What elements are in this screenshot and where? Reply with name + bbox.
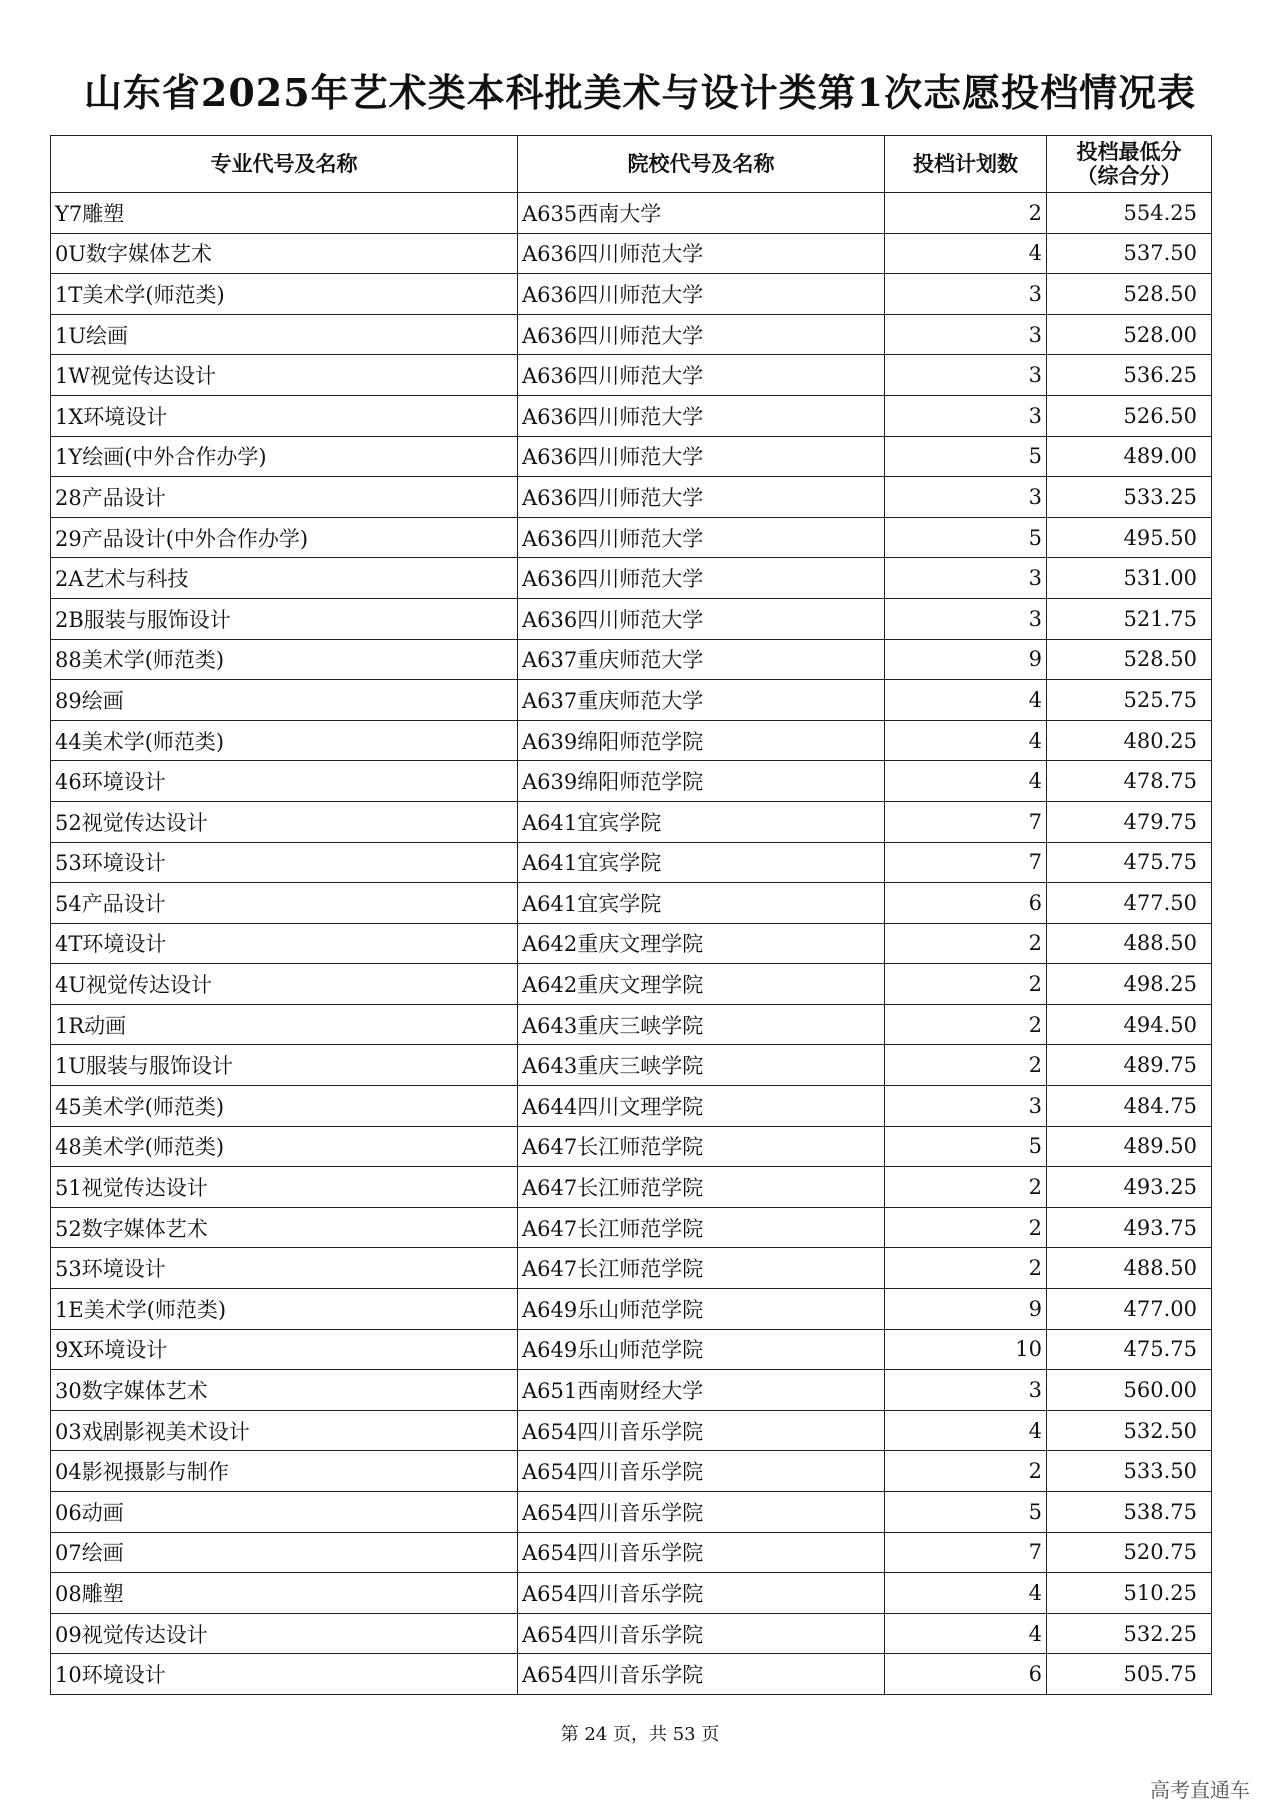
cell-score: 477.50 — [1047, 883, 1212, 924]
cell-plan: 3 — [885, 1086, 1047, 1127]
cell-score: 532.50 — [1047, 1410, 1212, 1451]
cell-school: A641宜宾学院 — [518, 842, 885, 883]
cell-score: 505.75 — [1047, 1654, 1212, 1695]
header-score-line2: （综合分） — [1076, 164, 1182, 188]
cell-plan: 6 — [885, 883, 1047, 924]
table-row — [51, 680, 1212, 721]
cell-school: A636四川师范大学 — [518, 395, 885, 436]
cell-plan: 3 — [885, 355, 1047, 396]
cell-school: A643重庆三峡学院 — [518, 1004, 885, 1045]
cell-score: 528.50 — [1047, 639, 1212, 680]
cell-plan: 4 — [885, 1573, 1047, 1614]
cell-score: 493.25 — [1047, 1167, 1212, 1208]
table-row — [51, 193, 1212, 234]
cell-score: 533.25 — [1047, 477, 1212, 518]
table-row — [51, 1410, 1212, 1451]
cell-score: 510.25 — [1047, 1573, 1212, 1614]
table-row — [51, 1573, 1212, 1614]
cell-major: 52视觉传达设计 — [51, 801, 518, 842]
table-row — [51, 923, 1212, 964]
page-title: 山东省2025年艺术类本科批美术与设计类第1次志愿投档情况表 — [83, 70, 1197, 115]
cell-major: 88美术学(师范类) — [51, 639, 518, 680]
table-row — [51, 761, 1212, 802]
header-major: 专业代号及名称 — [51, 136, 518, 193]
cell-score: 488.50 — [1047, 1248, 1212, 1289]
cell-score: 554.25 — [1047, 193, 1212, 234]
cell-score: 538.75 — [1047, 1492, 1212, 1533]
table-row — [51, 558, 1212, 599]
cell-plan: 3 — [885, 274, 1047, 315]
cell-school: A649乐山师范学院 — [518, 1329, 885, 1370]
cell-school: A641宜宾学院 — [518, 801, 885, 842]
cell-school: A636四川师范大学 — [518, 517, 885, 558]
table-row — [51, 1451, 1212, 1492]
cell-major: 07绘画 — [51, 1532, 518, 1573]
cell-school: A641宜宾学院 — [518, 883, 885, 924]
table-row — [51, 314, 1212, 355]
cell-score: 495.50 — [1047, 517, 1212, 558]
table-row — [51, 1370, 1212, 1411]
table-row — [51, 233, 1212, 274]
cell-score: 560.00 — [1047, 1370, 1212, 1411]
cell-score: 533.50 — [1047, 1451, 1212, 1492]
cell-plan: 5 — [885, 1126, 1047, 1167]
cell-score: 498.25 — [1047, 964, 1212, 1005]
cell-school: A647长江师范学院 — [518, 1126, 885, 1167]
cell-school: A639绵阳师范学院 — [518, 761, 885, 802]
header-plan: 投档计划数 — [885, 136, 1047, 193]
cell-major: 48美术学(师范类) — [51, 1126, 518, 1167]
cell-score: 537.50 — [1047, 233, 1212, 274]
cell-plan: 10 — [885, 1329, 1047, 1370]
cell-major: 10环境设计 — [51, 1654, 518, 1695]
cell-plan: 2 — [885, 1167, 1047, 1208]
cell-school: A654四川音乐学院 — [518, 1532, 885, 1573]
cell-score: 475.75 — [1047, 1329, 1212, 1370]
cell-school: A642重庆文理学院 — [518, 964, 885, 1005]
header-school: 院校代号及名称 — [518, 136, 885, 193]
cell-major: 89绘画 — [51, 680, 518, 721]
cell-score: 520.75 — [1047, 1532, 1212, 1573]
cell-major: 30数字媒体艺术 — [51, 1370, 518, 1411]
cell-major: 0U数字媒体艺术 — [51, 233, 518, 274]
cell-plan: 7 — [885, 842, 1047, 883]
table-row — [51, 1329, 1212, 1370]
cell-major: 53环境设计 — [51, 1248, 518, 1289]
cell-major: 1T美术学(师范类) — [51, 274, 518, 315]
cell-school: A647长江师范学院 — [518, 1167, 885, 1208]
cell-school: A649乐山师范学院 — [518, 1289, 885, 1330]
cell-major: 08雕塑 — [51, 1573, 518, 1614]
cell-plan: 3 — [885, 314, 1047, 355]
cell-score: 488.50 — [1047, 923, 1212, 964]
cell-plan: 2 — [885, 193, 1047, 234]
table-row — [51, 436, 1212, 477]
table-row — [51, 274, 1212, 315]
cell-score: 475.75 — [1047, 842, 1212, 883]
cell-major: 1W视觉传达设计 — [51, 355, 518, 396]
cell-school: A636四川师范大学 — [518, 598, 885, 639]
cell-plan: 5 — [885, 517, 1047, 558]
cell-major: 28产品设计 — [51, 477, 518, 518]
cell-plan: 7 — [885, 801, 1047, 842]
cell-plan: 9 — [885, 639, 1047, 680]
table-row — [51, 1248, 1212, 1289]
cell-school: A636四川师范大学 — [518, 233, 885, 274]
cell-school: A642重庆文理学院 — [518, 923, 885, 964]
cell-score: 489.00 — [1047, 436, 1212, 477]
cell-major: 09视觉传达设计 — [51, 1613, 518, 1654]
cell-plan: 7 — [885, 1532, 1047, 1573]
cell-score: 479.75 — [1047, 801, 1212, 842]
cell-major: 1E美术学(师范类) — [51, 1289, 518, 1330]
table-row — [51, 477, 1212, 518]
cell-score: 526.50 — [1047, 395, 1212, 436]
cell-school: A636四川师范大学 — [518, 314, 885, 355]
cell-major: 1R动画 — [51, 1004, 518, 1045]
table-row — [51, 1004, 1212, 1045]
cell-major: 03戏剧影视美术设计 — [51, 1410, 518, 1451]
cell-score: 493.75 — [1047, 1207, 1212, 1248]
cell-plan: 4 — [885, 233, 1047, 274]
cell-plan: 2 — [885, 1451, 1047, 1492]
table-row — [51, 801, 1212, 842]
cell-school: A636四川师范大学 — [518, 558, 885, 599]
cell-score: 531.00 — [1047, 558, 1212, 599]
header-score — [1047, 136, 1212, 193]
cell-major: 06动画 — [51, 1492, 518, 1533]
cell-major: 2A艺术与科技 — [51, 558, 518, 599]
cell-major: 1U服装与服饰设计 — [51, 1045, 518, 1086]
table-row — [51, 395, 1212, 436]
cell-plan: 3 — [885, 1370, 1047, 1411]
cell-major: Y7雕塑 — [51, 193, 518, 234]
cell-school: A636四川师范大学 — [518, 274, 885, 315]
cell-school: A636四川师范大学 — [518, 477, 885, 518]
cell-major: 9X环境设计 — [51, 1329, 518, 1370]
cell-plan: 2 — [885, 1045, 1047, 1086]
table-row — [51, 1086, 1212, 1127]
cell-school: A636四川师范大学 — [518, 355, 885, 396]
cell-score: 489.50 — [1047, 1126, 1212, 1167]
cell-plan: 3 — [885, 558, 1047, 599]
table-row — [51, 1289, 1212, 1330]
table-row — [51, 720, 1212, 761]
cell-plan: 5 — [885, 436, 1047, 477]
cell-school: A647长江师范学院 — [518, 1207, 885, 1248]
cell-major: 51视觉传达设计 — [51, 1167, 518, 1208]
cell-score: 528.50 — [1047, 274, 1212, 315]
cell-score: 494.50 — [1047, 1004, 1212, 1045]
table-row — [51, 1167, 1212, 1208]
table-row — [51, 1532, 1212, 1573]
cell-plan: 3 — [885, 477, 1047, 518]
cell-school: A643重庆三峡学院 — [518, 1045, 885, 1086]
cell-score: 489.75 — [1047, 1045, 1212, 1086]
cell-score: 477.00 — [1047, 1289, 1212, 1330]
table-row — [51, 1045, 1212, 1086]
cell-major: 44美术学(师范类) — [51, 720, 518, 761]
cell-score: 484.75 — [1047, 1086, 1212, 1127]
cell-school: A644四川文理学院 — [518, 1086, 885, 1127]
cell-major: 52数字媒体艺术 — [51, 1207, 518, 1248]
cell-major: 04影视摄影与制作 — [51, 1451, 518, 1492]
cell-score: 532.25 — [1047, 1613, 1212, 1654]
cell-school: A654四川音乐学院 — [518, 1613, 885, 1654]
cell-major: 2B服装与服饰设计 — [51, 598, 518, 639]
cell-school: A635西南大学 — [518, 193, 885, 234]
table-row — [51, 1207, 1212, 1248]
cell-major: 54产品设计 — [51, 883, 518, 924]
cell-school: A654四川音乐学院 — [518, 1573, 885, 1614]
cell-major: 45美术学(师范类) — [51, 1086, 518, 1127]
cell-major: 1Y绘画(中外合作办学) — [51, 436, 518, 477]
cell-major: 29产品设计(中外合作办学) — [51, 517, 518, 558]
cell-major: 4U视觉传达设计 — [51, 964, 518, 1005]
cell-score: 525.75 — [1047, 680, 1212, 721]
table-row — [51, 1654, 1212, 1695]
table-row — [51, 964, 1212, 1005]
cell-major: 46环境设计 — [51, 761, 518, 802]
cell-school: A651西南财经大学 — [518, 1370, 885, 1411]
cell-school: A637重庆师范大学 — [518, 639, 885, 680]
table-body — [51, 193, 1212, 1695]
cell-school: A654四川音乐学院 — [518, 1451, 885, 1492]
table-row — [51, 598, 1212, 639]
cell-major: 4T环境设计 — [51, 923, 518, 964]
cell-score: 528.00 — [1047, 314, 1212, 355]
cell-score: 521.75 — [1047, 598, 1212, 639]
cell-school: A654四川音乐学院 — [518, 1492, 885, 1533]
cell-school: A639绵阳师范学院 — [518, 720, 885, 761]
cell-major: 1U绘画 — [51, 314, 518, 355]
cell-plan: 2 — [885, 964, 1047, 1005]
cell-plan: 2 — [885, 1248, 1047, 1289]
table-row — [51, 883, 1212, 924]
page-footer: 第 24 页，共 53 页 — [560, 1724, 720, 1745]
table-header-row — [51, 136, 1212, 193]
watermark: 高考直通车 — [1150, 1778, 1250, 1802]
cell-school: A636四川师范大学 — [518, 436, 885, 477]
cell-plan: 2 — [885, 1004, 1047, 1045]
cell-plan: 4 — [885, 1613, 1047, 1654]
cell-plan: 2 — [885, 1207, 1047, 1248]
cell-school: A637重庆师范大学 — [518, 680, 885, 721]
cell-plan: 3 — [885, 598, 1047, 639]
cell-plan: 5 — [885, 1492, 1047, 1533]
cell-plan: 4 — [885, 720, 1047, 761]
cell-plan: 4 — [885, 1410, 1047, 1451]
cell-score: 478.75 — [1047, 761, 1212, 802]
table-row — [51, 1492, 1212, 1533]
cell-plan: 9 — [885, 1289, 1047, 1330]
cell-plan: 2 — [885, 923, 1047, 964]
cell-score: 536.25 — [1047, 355, 1212, 396]
cell-school: A654四川音乐学院 — [518, 1654, 885, 1695]
table-row — [51, 517, 1212, 558]
admission-table — [50, 135, 1212, 1695]
cell-major: 53环境设计 — [51, 842, 518, 883]
cell-plan: 3 — [885, 395, 1047, 436]
table-row — [51, 1613, 1212, 1654]
cell-plan: 4 — [885, 680, 1047, 721]
table-row — [51, 639, 1212, 680]
cell-major: 1X环境设计 — [51, 395, 518, 436]
cell-plan: 6 — [885, 1654, 1047, 1695]
cell-score: 480.25 — [1047, 720, 1212, 761]
cell-plan: 4 — [885, 761, 1047, 802]
header-score-line1: 投档最低分 — [1076, 140, 1182, 164]
table-row — [51, 1126, 1212, 1167]
cell-school: A647长江师范学院 — [518, 1248, 885, 1289]
cell-school: A654四川音乐学院 — [518, 1410, 885, 1451]
table-row — [51, 355, 1212, 396]
table-row — [51, 842, 1212, 883]
